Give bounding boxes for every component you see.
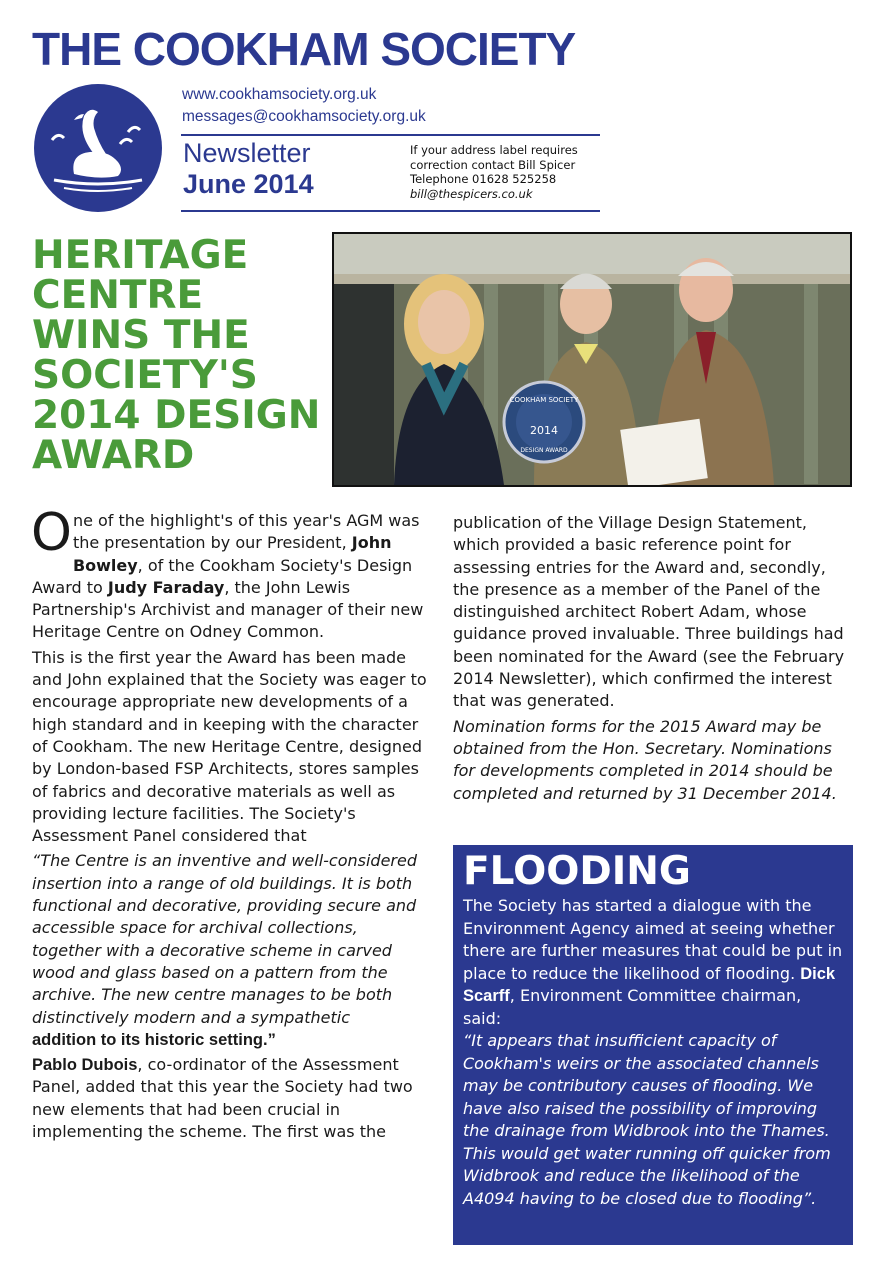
person-name: Dick Scarff xyxy=(463,964,836,1005)
flooding-text: The Society has started a dialogue with the Environment Agency aimed at seeing whether there are further measures that could be put in place to reduce the likelihood of flooding. xyxy=(463,896,843,983)
article-column-left xyxy=(31,503,427,1146)
article-headline: HERITAGE CENTRE WINS THE SOCIETY'S 2014 DESIGN AWARD xyxy=(32,233,321,478)
plaque-year: 2014 xyxy=(530,424,558,437)
flooding-body xyxy=(463,895,843,1210)
panel-quote xyxy=(32,850,427,1051)
article-column-right xyxy=(453,512,848,808)
body-paragraph: This is the first year the Award has been made and John explained that the Society was eager to encourage appropriate new developments of a high standard and in keeping with the character of Cookham. The new Heritage Centre, designed by London-based FSP Architects, stores samples of fabrics and decorative materials as well as providing lecture facilities. The Society's Assessment Panel considered that xyxy=(32,647,427,846)
intro-text: , the John Lewis Partnership's Archivist and manager of their new Heritage Centre on Odney Common. xyxy=(32,577,424,642)
plaque-text: COOKHAM SOCIETY xyxy=(509,396,579,404)
body-text: , co-ordinator of the Assessment Panel, added that this year the Society had two new elements that had been crucial in implementing the scheme. The first was the xyxy=(32,1055,413,1142)
newsletter-label: Newsletter xyxy=(183,138,311,168)
award-photo xyxy=(332,232,852,487)
contact-email[interactable]: bill@thespicers.co.uk xyxy=(410,186,533,201)
quote-text: “The Centre is an inventive and well-considered insertion into a range of old buildings. It is both functional and decorative, providing secure and accessible space for archival collections, together with a decorative scheme in carved wood and glass based on a pattern from the archive. The new centre manages to be both distinctively modern and a sympathetic xyxy=(32,851,417,1027)
contact-line: correction contact Bill Spicer xyxy=(410,157,576,172)
quote-end: addition to its historic setting.” xyxy=(32,1030,276,1049)
nomination-note: Nomination forms for the 2015 Award may be obtained from the Hon. Secretary. Nominations for developments completed in 2014 should be completed and returned by 31 December 2014. xyxy=(453,716,837,803)
masthead-title: THE COOKHAM SOCIETY xyxy=(32,23,576,75)
drop-cap: O xyxy=(31,503,72,563)
plaque-award-text: DESIGN AWARD xyxy=(520,447,568,454)
contact-links xyxy=(182,84,426,128)
award-photo-illustration xyxy=(334,234,850,485)
issue-date: June 2014 xyxy=(183,169,314,199)
flooding-title: FLOODING xyxy=(463,849,691,894)
person-name: Judy Faraday xyxy=(107,577,225,597)
contact-line: If your address label requires xyxy=(410,143,578,157)
intro-text: , of the Cookham Society's Design Award to xyxy=(32,555,413,597)
contact-phone: Telephone 01628 525258 xyxy=(410,172,557,186)
person-name: Pablo Dubois xyxy=(32,1056,138,1075)
body-paragraph xyxy=(32,1054,427,1143)
flooding-quote: “It appears that insufficient capacity of Cookham's weirs or the associated channels may be contributory causes of flooding. We have also raised the possibility of improving the drainage from Widbrook into the Thames. This would get water running off quicker from Widbrook and reduce the likelihood of the A4094 having to be closed due to flooding”. xyxy=(463,1031,831,1208)
flooding-box xyxy=(453,845,853,1245)
flooding-text: , Environment Committee chairman, said: xyxy=(463,986,802,1028)
body-paragraph: publication of the Village Design Statement, which provided a basic reference point for assessing entries for the Award and, secondly, the presence as a member of the Panel of the distinguished architect Robert Adam, whose guidance proved invaluable. Three buildings had been nominated for the Award (see the February 2014 Newsletter), which confirmed the interest that was generated. xyxy=(453,513,845,711)
address-contact xyxy=(410,143,578,201)
email-link[interactable]: messages@cookhamsociety.org.uk xyxy=(182,108,426,125)
person-name: John Bowley xyxy=(72,533,392,575)
swan-logo-icon xyxy=(34,84,162,212)
website-link[interactable]: www.cookhamsociety.org.uk xyxy=(182,86,377,103)
newsletter-bar xyxy=(181,134,600,212)
intro-paragraph xyxy=(31,503,427,644)
intro-text: ne of the highlight's of this year's AGM was the presentation by our President, xyxy=(72,511,420,553)
